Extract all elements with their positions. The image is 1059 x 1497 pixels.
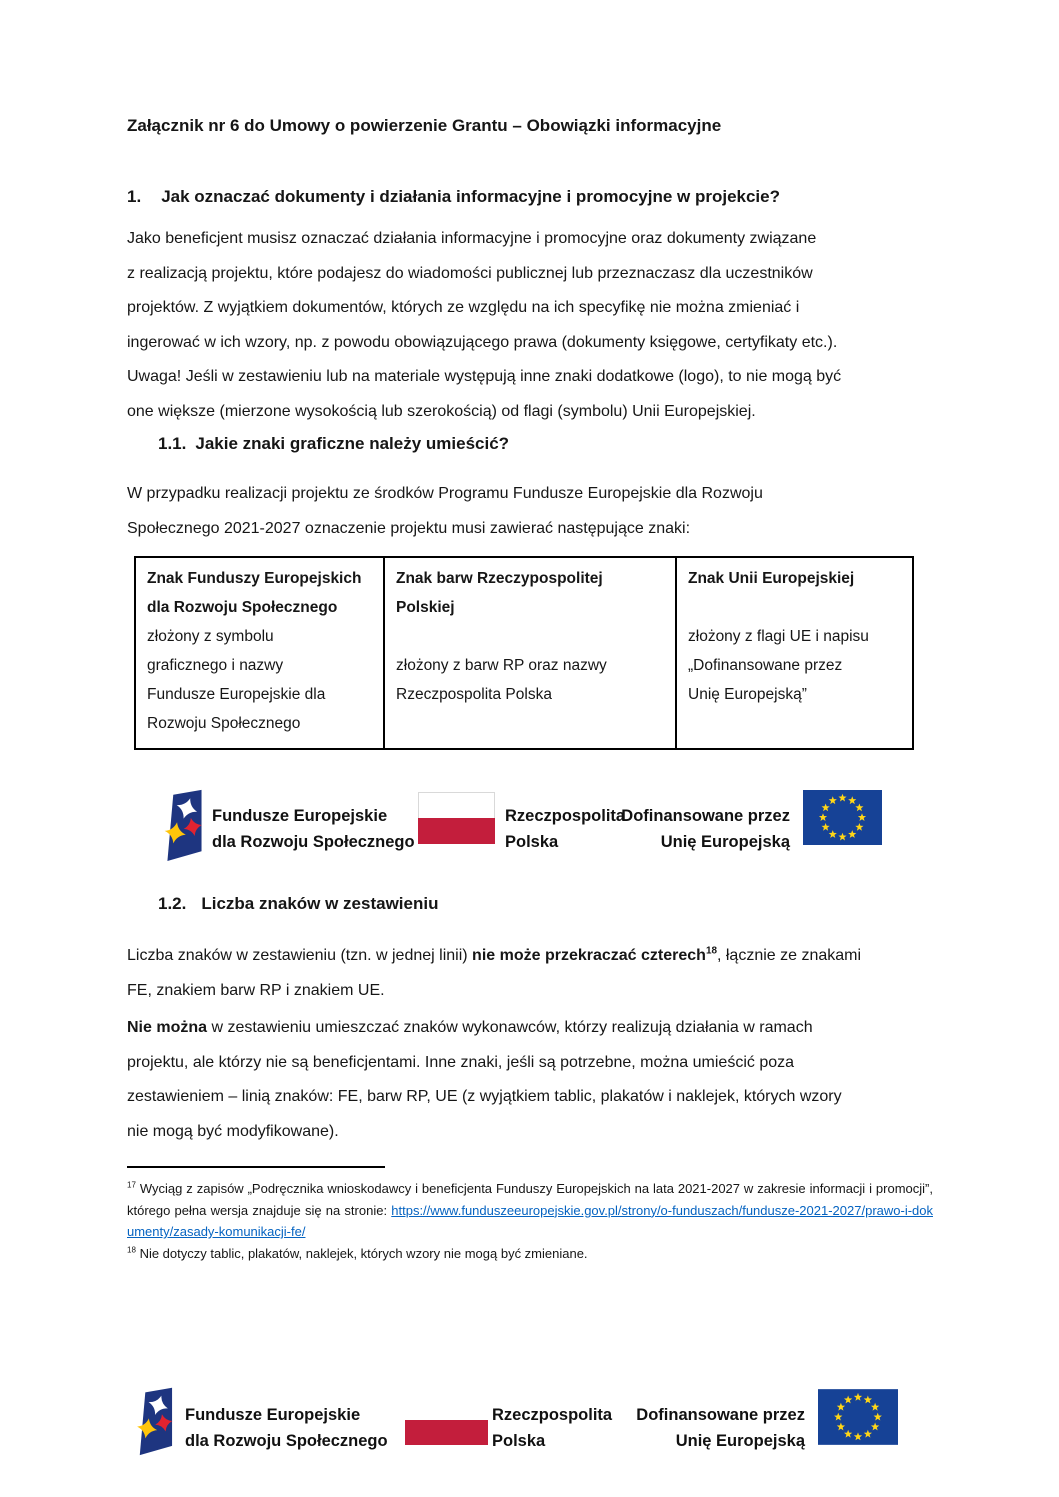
table-cell-rp xyxy=(384,557,676,749)
paragraph-nie-mozna: Nie można w zestawieniu umieszczać znaków wykonawców, którzy realizują działania w ramach projektu, ale którzy nie są beneficjentami. Inne znaki, jeśli są potrzebne, można umieścić poza zestawieniem – linią znaków: FE, barw RP, UE (z wyjątkiem tablic, plakatów i naklejek, których wzory nie mogą być modyfikowane). xyxy=(127,1019,842,1140)
rp-logo-label-line1: Rzeczpospolita xyxy=(492,1406,613,1424)
table-cell-ue-title: Znak Unii Europejskiej xyxy=(688,570,855,587)
table-cell-ue xyxy=(676,557,913,749)
fe-logo-icon xyxy=(160,787,207,863)
eu-funding-label-line2: Unię Europejską xyxy=(660,833,790,851)
fe-logo-label xyxy=(212,803,415,855)
eu-flag-icon xyxy=(818,1388,898,1446)
fe-logo-label-line2: dla Rozwoju Społecznego xyxy=(185,1432,388,1450)
eu-funding-label-line1: Dofinansowane przez xyxy=(621,807,790,825)
poland-flag-icon xyxy=(405,1395,488,1445)
fe-logo-icon xyxy=(133,1385,177,1457)
table-cell-rp-title: Znak barw Rzeczypospolitej Polskiej xyxy=(396,570,603,616)
paragraph-znaki: W przypadku realizacji projektu ze środków Programu Fundusze Europejskie dla Rozwoju Społecznego 2021-2027 oznaczenie projektu musi zawierać następujące znaki: xyxy=(127,485,763,537)
footnote-17-link[interactable]: https://www.funduszeeuropejskie.gov.pl/strony/o-funduszach/fundusze-2021-2027/prawo-i-dokumenty/zasady-komunikacji-fe/ xyxy=(127,1202,933,1239)
rp-logo-label-line2: Polska xyxy=(492,1432,546,1450)
eu-funding-label xyxy=(636,1402,805,1454)
paragraph-uwaga: Uwaga! Jeśli w zestawieniu lub na materiale występują inne znaki dodatkowe (logo), to nie mogą być one większe (mierzone wysokością lub szerokością) od flagi (symbolu) Unii Europejskiej. xyxy=(127,368,842,420)
rp-logo-label-line2: Polska xyxy=(505,833,559,851)
table-cell-ue-body: złożony z flagi UE i napisu „Dofinansowane przez Unię Europejską” xyxy=(688,628,869,703)
eu-funding-label-line2: Unię Europejską xyxy=(675,1432,805,1450)
table-cell-fe-title: Znak Funduszy Europejskich dla Rozwoju Społecznego xyxy=(147,570,362,616)
table-row xyxy=(135,557,913,749)
paragraph-intro: Jako beneficjent musisz oznaczać działania informacyjne i promocyjne oraz dokumenty związane z realizacją projektu, które podajesz do wiadomości publicznej lub przeznaczasz dla uczestników projektów. Z wyjątkiem dokumentów, których ze względu na ich specyfikę nie można zmieniać i ingerować w ich wzory, np. z powodu obowiązującego prawa (dokumenty księgowe, certyfikaty etc.). xyxy=(127,230,838,351)
eu-funding-label xyxy=(621,803,790,855)
heading-1-2 xyxy=(158,894,933,914)
table-cell-fe-body: złożony z symbolu graficznego i nazwy Fundusze Europejskie dla Rozwoju Społecznego xyxy=(147,628,326,732)
eu-funding-label-line1: Dofinansowane przez xyxy=(636,1406,805,1424)
signs-table xyxy=(134,556,914,750)
document-title: Załącznik nr 6 do Umowy o powierzenie Grantu – Obowiązki informacyjne xyxy=(127,116,722,135)
footnotes xyxy=(127,1166,933,1264)
logo-strip xyxy=(127,781,933,877)
heading-1-2-number: 1.2. xyxy=(158,894,187,913)
rp-logo-label xyxy=(492,1402,612,1454)
table-cell-rp-body: złożony z barw RP oraz nazwy Rzeczpospolita Polska xyxy=(396,657,607,703)
heading-1 xyxy=(127,187,933,207)
heading-1-number: 1. xyxy=(127,187,142,206)
fe-logo-label-line2: dla Rozwoju Społecznego xyxy=(212,833,415,851)
table-cell-fe xyxy=(135,557,384,749)
footnote-separator xyxy=(127,1166,385,1168)
heading-1-1-number: 1.1. xyxy=(158,434,187,453)
footer-logo-strip xyxy=(127,1380,933,1476)
poland-flag-icon xyxy=(418,792,495,844)
footnote-18-marker: 18 xyxy=(127,1245,136,1255)
footnote-17 xyxy=(127,1178,933,1243)
heading-1-text: Jak oznaczać dokumenty i działania informacyjne i promocyjne w projekcie? xyxy=(161,187,780,206)
fe-logo-label-line1: Fundusze Europejskie xyxy=(212,807,388,825)
footnote-18-text: Nie dotyczy tablic, plakatów, naklejek, których wzory nie mogą być zmieniane. xyxy=(135,1245,588,1261)
paragraph-liczba: Liczba znaków w zestawieniu (tzn. w jednej linii) nie może przekraczać czterech$^{18}$, łącznie ze znakami FE, znakiem barw RP i znakiem UE. xyxy=(127,945,862,999)
heading-1-2-text: Liczba znaków w zestawieniu xyxy=(201,894,439,913)
heading-1-1-text: Jakie znaki graficzne należy umieścić? xyxy=(195,434,510,453)
eu-flag-icon xyxy=(803,790,882,845)
footnote-17-marker: 17 xyxy=(127,1180,136,1190)
fe-logo-label xyxy=(185,1402,388,1454)
rp-logo-label-line1: Rzeczpospolita xyxy=(505,807,626,825)
heading-1-1 xyxy=(158,434,933,454)
footnote-18 xyxy=(127,1243,933,1265)
footnote-17-text: Wyciąg z zapisów „Podręcznika wnioskodawcy i beneficjenta Funduszy Europejskich na lata 2021-2027 w zakresie informacji i promocji”, którego pełna wersja znajduje się na stronie: xyxy=(127,1181,933,1218)
fe-logo-label-line1: Fundusze Europejskie xyxy=(185,1406,361,1424)
rp-logo-label xyxy=(505,803,625,855)
